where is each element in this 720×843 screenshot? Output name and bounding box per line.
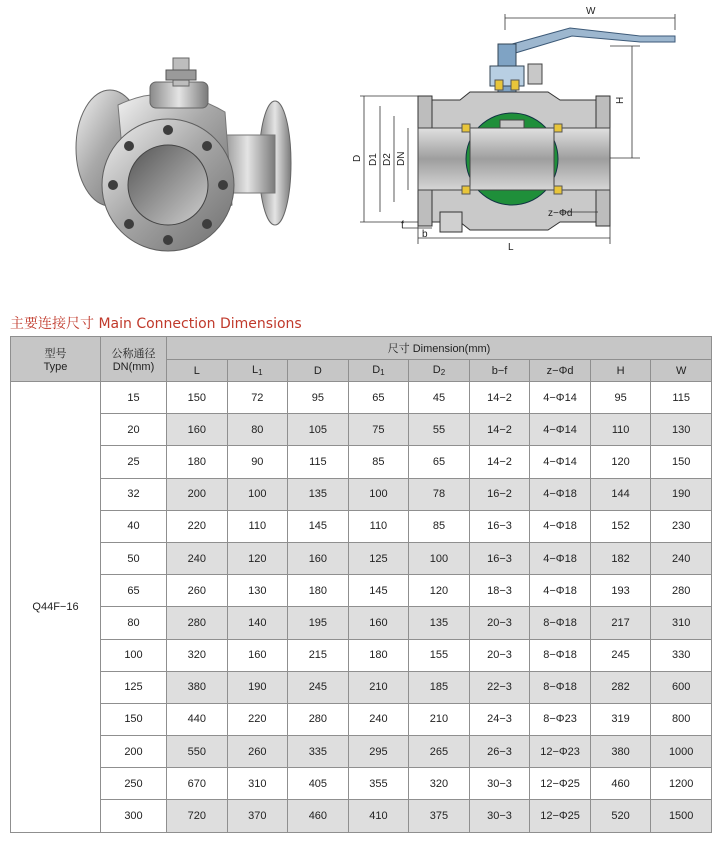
dimension-cell: 310 [227, 768, 288, 800]
section-title: 主要连接尺寸 Main Connection Dimensions [10, 316, 302, 332]
dimension-cell: 800 [651, 703, 712, 735]
dimension-cell: 380 [167, 671, 228, 703]
label-d2: D2 [382, 153, 393, 166]
dimension-cell: 190 [227, 671, 288, 703]
column-header-label: H [616, 364, 625, 377]
dimension-cell: 410 [348, 800, 409, 832]
dimension-cell: 260 [167, 575, 228, 607]
dimension-cell: 30−3 [469, 768, 530, 800]
dimension-cell: 16−3 [469, 510, 530, 542]
column-header-subscript: 1 [258, 368, 263, 377]
dimension-cell: 8−Φ23 [530, 703, 591, 735]
dimension-cell: 460 [590, 768, 651, 800]
dimension-cell: 8−Φ18 [530, 671, 591, 703]
dimensions-table [10, 336, 712, 833]
dimension-cell: 460 [288, 800, 349, 832]
dimension-cell: 115 [651, 382, 712, 414]
dimension-cell: 319 [590, 703, 651, 735]
dn-cell: 65 [101, 575, 167, 607]
dimension-cell: 220 [227, 703, 288, 735]
dimension-cell: 215 [288, 639, 349, 671]
header-type-en: Type [43, 361, 68, 373]
dimension-cell: 280 [288, 703, 349, 735]
table-row [11, 607, 712, 639]
dimension-cell: 26−3 [469, 736, 530, 768]
dimension-cell: 220 [167, 510, 228, 542]
label-h: H [615, 96, 626, 104]
dimension-cell: 120 [227, 542, 288, 574]
column-header-subscript: 2 [440, 368, 446, 377]
dimension-cell: 78 [409, 478, 470, 510]
dimension-cell: 310 [651, 607, 712, 639]
dimension-cell: 65 [348, 382, 409, 414]
dimension-cell: 110 [590, 414, 651, 446]
seat-right-top [554, 124, 562, 132]
column-header [469, 360, 530, 382]
column-header-subscript: 1 [380, 368, 385, 377]
seat-right [554, 186, 562, 194]
dimension-cell: 144 [590, 478, 651, 510]
dimension-cell: 14−2 [469, 382, 530, 414]
dimension-cell: 150 [167, 382, 228, 414]
dimension-cell: 240 [167, 542, 228, 574]
table-row [11, 542, 712, 574]
dimension-cell: 16−3 [469, 542, 530, 574]
dimension-cell: 120 [590, 446, 651, 478]
dimension-cell: 12−Φ25 [530, 768, 591, 800]
dimension-cell: 24−3 [469, 703, 530, 735]
table-row [11, 768, 712, 800]
dimension-cell: 4−Φ14 [530, 382, 591, 414]
column-header [167, 360, 228, 382]
dimension-cell: 600 [651, 671, 712, 703]
table-row [11, 414, 712, 446]
dimension-cell: 80 [227, 414, 288, 446]
label-l: L [508, 242, 514, 253]
dimension-cell: 190 [651, 478, 712, 510]
dimension-cell: 20−3 [469, 607, 530, 639]
label-f: f [401, 220, 404, 231]
dimension-cell: 115 [288, 446, 349, 478]
dimension-cell: 100 [409, 542, 470, 574]
dimension-cell: 95 [288, 382, 349, 414]
column-header-label: D [313, 364, 322, 377]
dn-cell: 25 [101, 446, 167, 478]
column-header-label: L [193, 364, 200, 377]
column-header [227, 360, 288, 382]
dimension-cell: 330 [651, 639, 712, 671]
dn-cell: 80 [101, 607, 167, 639]
table-row [11, 382, 712, 414]
dimension-cell: 185 [409, 671, 470, 703]
bottom-bolt [440, 212, 462, 232]
dimension-cell: 12−Φ23 [530, 736, 591, 768]
packing-2 [511, 80, 519, 90]
dimension-cell: 100 [348, 478, 409, 510]
header-dn-en: DN(mm) [112, 361, 155, 373]
dimension-cell: 355 [348, 768, 409, 800]
dn-cell: 15 [101, 382, 167, 414]
dimension-cell: 295 [348, 736, 409, 768]
dimension-cell: 240 [651, 542, 712, 574]
dimension-cell: 110 [348, 510, 409, 542]
label-dn: DN [396, 151, 407, 166]
label-w: W [586, 6, 596, 17]
dimension-cell: 110 [227, 510, 288, 542]
dimension-cell: 12−Φ25 [530, 800, 591, 832]
dimension-cell: 1000 [651, 736, 712, 768]
dimension-cell: 260 [227, 736, 288, 768]
dimension-cell: 4−Φ18 [530, 542, 591, 574]
dimension-cell: 85 [348, 446, 409, 478]
dimension-cell: 230 [651, 510, 712, 542]
section-drawing [352, 6, 675, 253]
dimension-cell: 440 [167, 703, 228, 735]
dimension-cell: 18−3 [469, 575, 530, 607]
dn-cell: 150 [101, 703, 167, 735]
dn-cell: 50 [101, 542, 167, 574]
dimension-cell: 240 [348, 703, 409, 735]
dn-cell: 250 [101, 768, 167, 800]
dimension-cell: 195 [288, 607, 349, 639]
dimension-cell: 155 [409, 639, 470, 671]
dimension-cell: 16−2 [469, 478, 530, 510]
dimension-cell: 282 [590, 671, 651, 703]
figure-area [0, 0, 720, 300]
table-row [11, 575, 712, 607]
dn-cell: 32 [101, 478, 167, 510]
dimension-cell: 140 [227, 607, 288, 639]
dimension-cell: 55 [409, 414, 470, 446]
column-header-label: D [432, 364, 441, 376]
dimension-cell: 100 [227, 478, 288, 510]
column-header-label: b−f [491, 364, 508, 377]
table-row [11, 478, 712, 510]
dimension-cell: 120 [409, 575, 470, 607]
dn-cell: 200 [101, 736, 167, 768]
dn-cell: 300 [101, 800, 167, 832]
column-header-label: L [252, 364, 259, 376]
header-dn-cn: 公称通径 [111, 348, 156, 360]
stop-bolt [528, 64, 542, 84]
table-row [11, 800, 712, 832]
dimension-cell: 670 [167, 768, 228, 800]
table-row [11, 703, 712, 735]
dimension-cell: 20−3 [469, 639, 530, 671]
dimension-cell: 180 [288, 575, 349, 607]
column-header [288, 360, 349, 382]
type-cell: Q44F−16 [11, 382, 101, 833]
dimension-cell: 520 [590, 800, 651, 832]
label-b: b [422, 229, 428, 240]
dimension-cell: 182 [590, 542, 651, 574]
dn-cell: 40 [101, 510, 167, 542]
dimension-cell: 135 [288, 478, 349, 510]
table-body [11, 382, 712, 833]
dimension-cell: 335 [288, 736, 349, 768]
dimension-cell: 320 [409, 768, 470, 800]
dimension-cell: 90 [227, 446, 288, 478]
front-bore [128, 145, 208, 225]
dimension-cell: 14−2 [469, 446, 530, 478]
dimension-cell: 193 [590, 575, 651, 607]
dimension-cell: 720 [167, 800, 228, 832]
dimension-cell: 85 [409, 510, 470, 542]
header-type-cn: 型号 [44, 348, 67, 360]
dimension-cell: 375 [409, 800, 470, 832]
dimension-cell: 370 [227, 800, 288, 832]
dn-cell: 125 [101, 671, 167, 703]
label-d: D [352, 154, 363, 162]
ball-bore [470, 128, 554, 190]
dimension-cell: 4−Φ14 [530, 414, 591, 446]
table-row [11, 736, 712, 768]
dimension-cell: 72 [227, 382, 288, 414]
table-row [11, 510, 712, 542]
dimension-cell: 200 [167, 478, 228, 510]
dimension-cell: 30−3 [469, 800, 530, 832]
dimension-cell: 280 [167, 607, 228, 639]
dimension-cell: 180 [348, 639, 409, 671]
dimension-cell: 405 [288, 768, 349, 800]
dimension-cell: 145 [288, 510, 349, 542]
dimension-cell: 210 [409, 703, 470, 735]
dimension-cell: 75 [348, 414, 409, 446]
dimension-cell: 160 [167, 414, 228, 446]
dimension-cell: 45 [409, 382, 470, 414]
dimension-cell: 135 [409, 607, 470, 639]
seat-left-top [462, 124, 470, 132]
table-row [11, 639, 712, 671]
dimension-cell: 210 [348, 671, 409, 703]
dimension-cell: 145 [348, 575, 409, 607]
table-row [11, 671, 712, 703]
column-header-label: D [372, 364, 381, 376]
header-type [11, 337, 101, 382]
dimension-cell: 245 [590, 639, 651, 671]
column-header [409, 360, 470, 382]
dimension-cell: 280 [651, 575, 712, 607]
dimension-cell: 152 [590, 510, 651, 542]
dimension-cell: 125 [348, 542, 409, 574]
column-header [348, 360, 409, 382]
dimension-cell: 160 [288, 542, 349, 574]
dimension-cell: 1200 [651, 768, 712, 800]
label-d1: D1 [368, 153, 379, 166]
dimension-cell: 265 [409, 736, 470, 768]
dimension-cell: 160 [227, 639, 288, 671]
dimension-cell: 320 [167, 639, 228, 671]
seat-left [462, 186, 470, 194]
dimension-cell: 217 [590, 607, 651, 639]
table-row [11, 446, 712, 478]
ball-port [500, 120, 524, 128]
column-header-label: W [675, 364, 687, 377]
dimension-cell: 22−3 [469, 671, 530, 703]
dimension-cell: 105 [288, 414, 349, 446]
header-dn [101, 337, 167, 382]
dimension-cell: 4−Φ18 [530, 575, 591, 607]
column-header [651, 360, 712, 382]
column-header-label: z−Φd [546, 364, 574, 377]
column-header [590, 360, 651, 382]
dimension-cell: 245 [288, 671, 349, 703]
dimension-cell: 65 [409, 446, 470, 478]
packing [495, 80, 503, 90]
dimension-cell: 14−2 [469, 414, 530, 446]
dn-cell: 20 [101, 414, 167, 446]
valve-photo [76, 58, 291, 251]
dimension-cell: 180 [167, 446, 228, 478]
handle-lever [505, 28, 675, 54]
label-holes: z−Φd [548, 208, 573, 219]
dimension-cell: 380 [590, 736, 651, 768]
dimension-cell: 130 [227, 575, 288, 607]
dimension-cell: 130 [651, 414, 712, 446]
dimension-cell: 4−Φ14 [530, 446, 591, 478]
dimension-cell: 150 [651, 446, 712, 478]
dimension-cell: 8−Φ18 [530, 639, 591, 671]
dn-cell: 100 [101, 639, 167, 671]
dimension-cell: 550 [167, 736, 228, 768]
header-dimension-group: 尺寸 Dimension(mm) [167, 337, 712, 360]
column-header [530, 360, 591, 382]
dimension-cell: 8−Φ18 [530, 607, 591, 639]
dimension-cell: 160 [348, 607, 409, 639]
stem-nut [166, 70, 196, 80]
dimension-cell: 1500 [651, 800, 712, 832]
dimension-cell: 95 [590, 382, 651, 414]
dimension-cell: 4−Φ18 [530, 510, 591, 542]
dimension-cell: 4−Φ18 [530, 478, 591, 510]
